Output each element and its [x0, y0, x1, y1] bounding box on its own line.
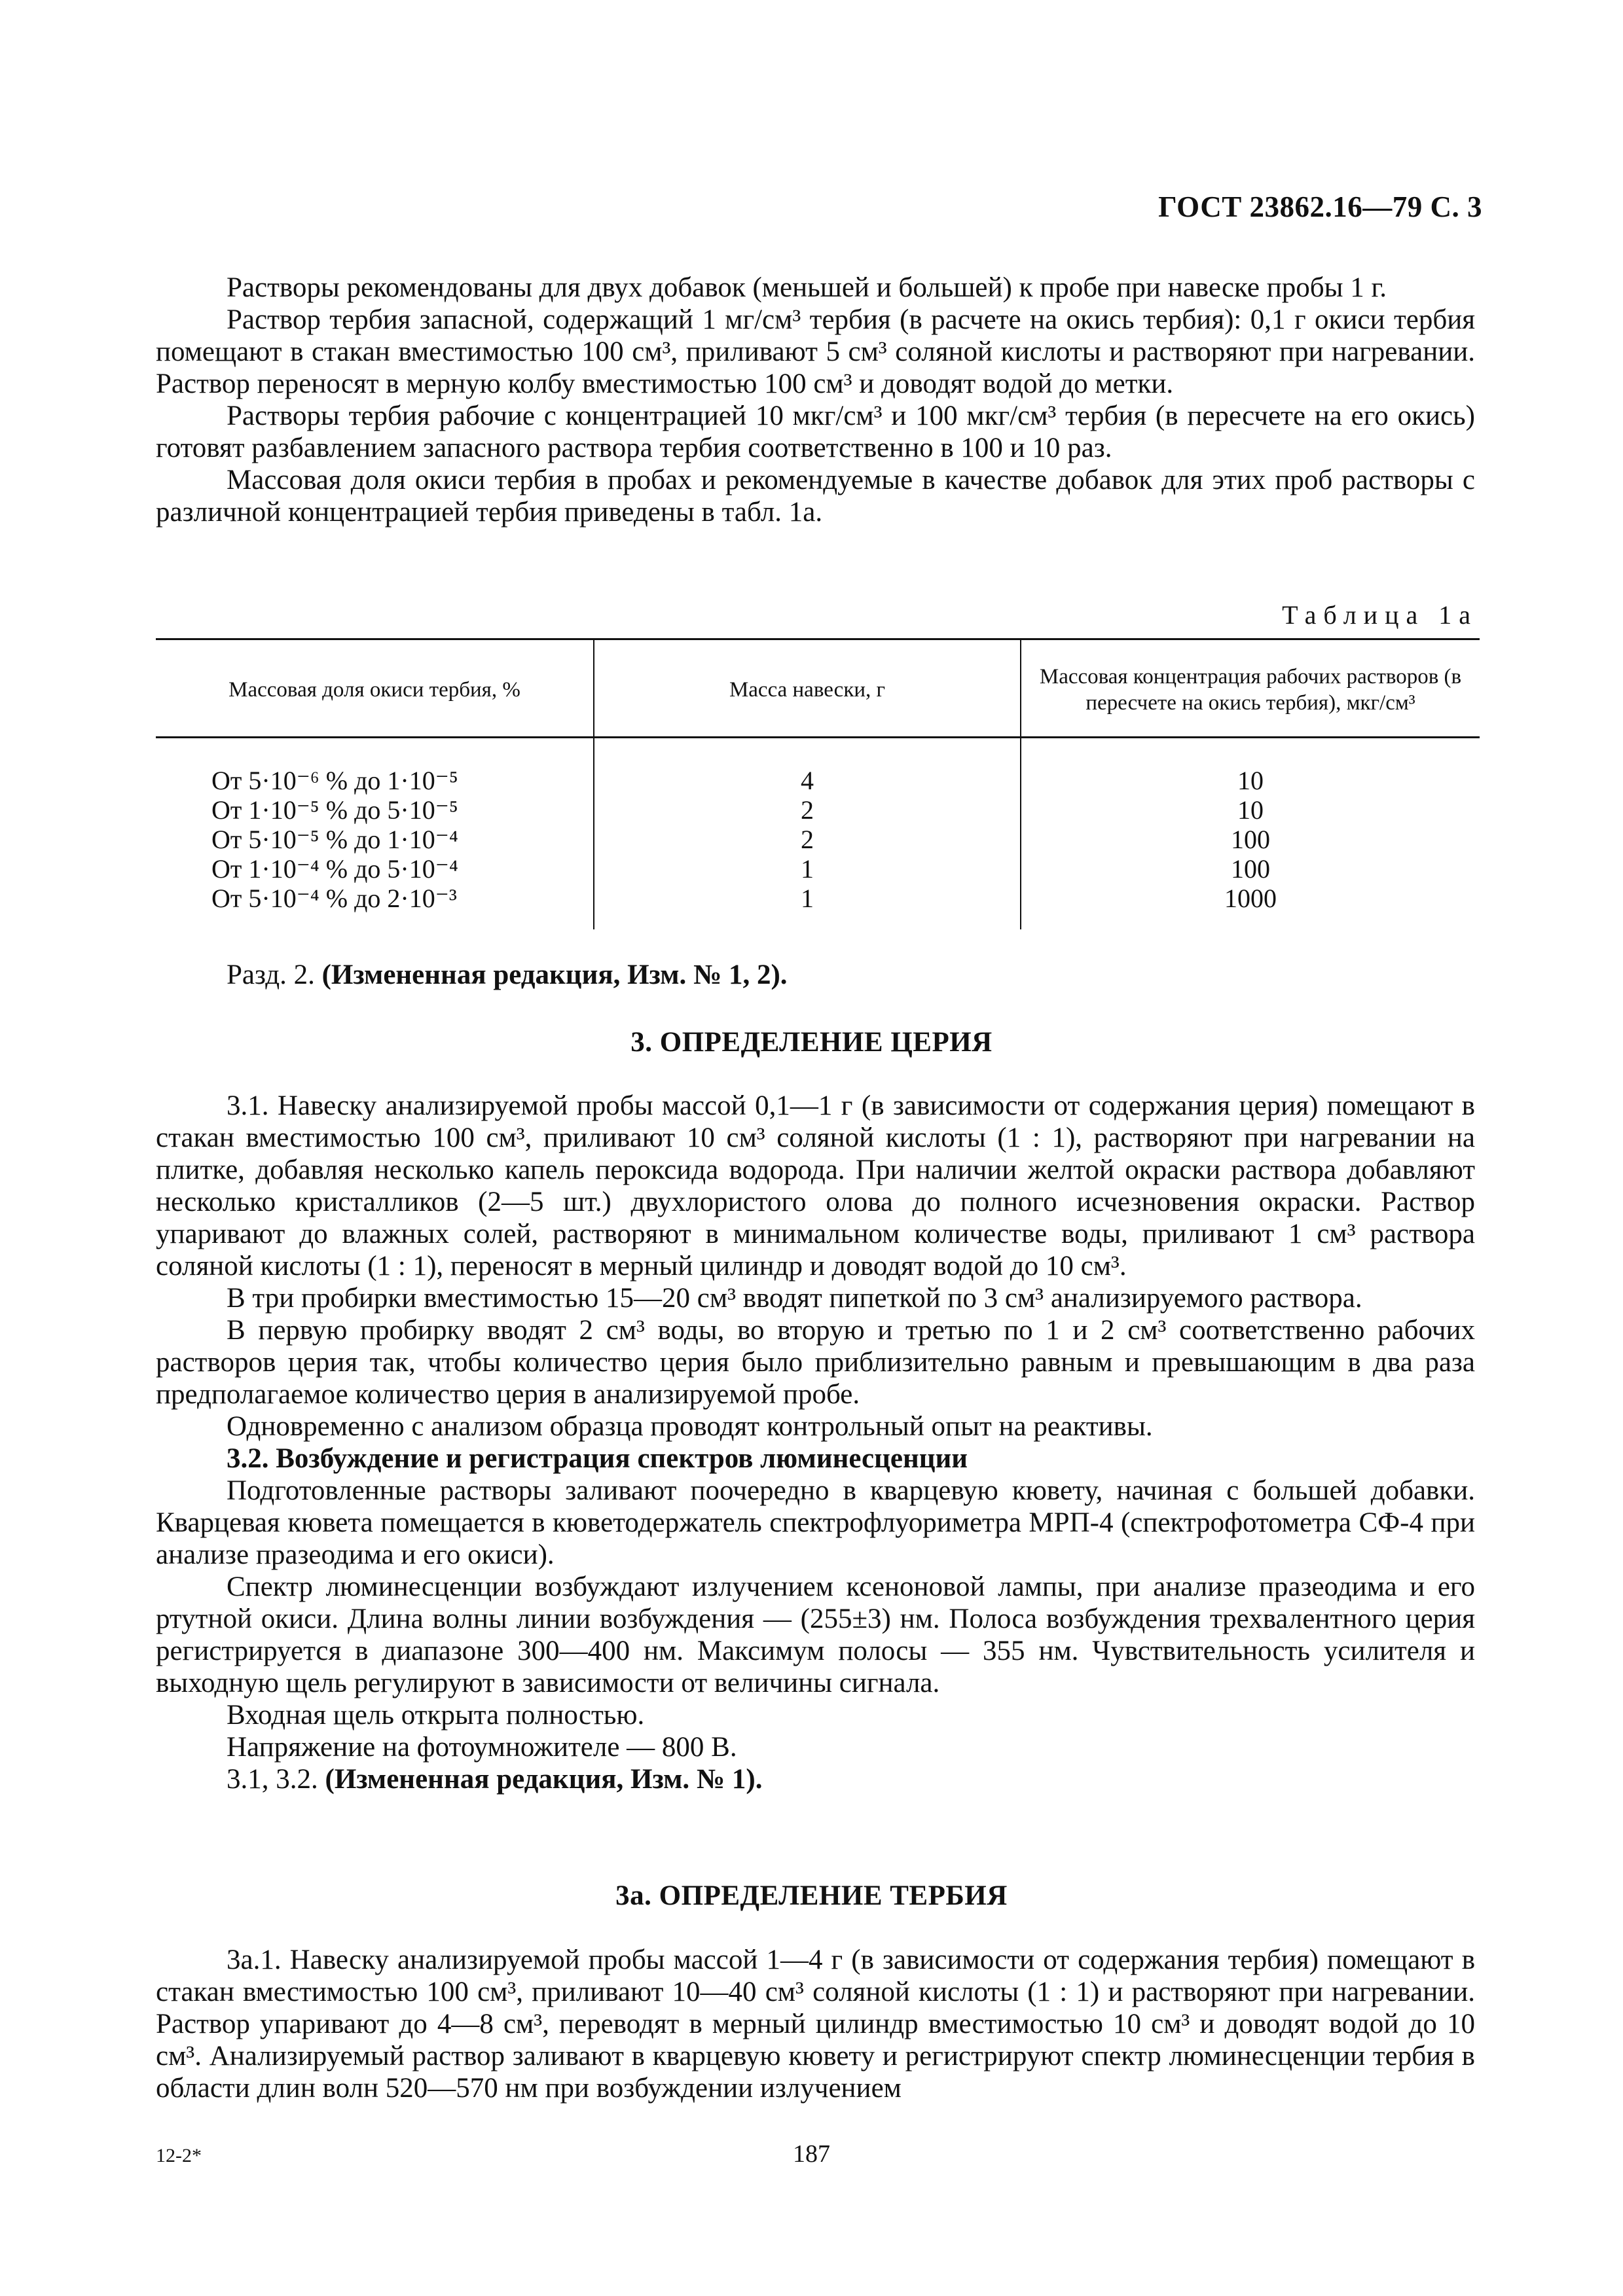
revision-note-bold: (Измененная редакция, Изм. № 1, 2). — [321, 960, 788, 990]
table-column-mass-fraction — [211, 766, 591, 913]
table-cell: От 5·10⁻⁶ % до 1·10⁻⁵ — [211, 766, 458, 795]
revision-note — [156, 959, 1475, 991]
table-header-cell: Массовая концентрация рабочих растворов (в пересчете на окись тербия), мкг/см³ — [1039, 665, 1462, 715]
revision-note-prefix: Разд. 2. — [227, 960, 315, 990]
section-3-title: 3. ОПРЕДЕЛЕНИЕ ЦЕРИЯ — [630, 1027, 993, 1058]
table-top-rule — [156, 638, 1480, 640]
subsection-title: 3.2. Возбуждение и регистрация спектров люминесценции — [227, 1443, 968, 1474]
intro-paragraph: Растворы тербия рабочие с концентрацией 10 мкг/см³ и 100 мкг/см³ тербия (в пересчете на его окись) готовят разбавлением запасного раствора тербия соответственно в 100 и 10 раз. — [156, 401, 1475, 463]
paragraph: В первую пробирку вводят 2 см³ воды, во вторую и третью по 1 и 2 см³ соответственно рабочих растворов церия так, чтобы количество церия было приблизительно равным и превышающим в два раза предполагаемое количество церия в анализируемой пробе. — [156, 1315, 1475, 1410]
intro-paragraph: Раствор тербия запасной, содержащий 1 мг/см³ тербия (в расчете на окись тербия): 0,1 г окиси тербия помещают в стакан вместимостью 100 см³, приливают 5 см³ соляной кислоты и растворяют при нагревании. Раствор переносят в мерную колбу вместимостью 100 см³ и доводят водой до метки. — [156, 304, 1475, 399]
revision-note-prefix: 3.1, 3.2. — [227, 1764, 318, 1795]
paragraph: 3а.1. Навеску анализируемой пробы массой 1—4 г (в зависимости от содержания тербия) помещают в стакан вместимостью 100 см³, приливают 10—40 см³ соляной кислоты (1 : 1) и растворяют при нагревании. Раствор упаривают до 4—8 см³, переводят в мерный цилиндр вместимостью 10 см³ и доводят водой до 10 см³. Анализируемый раствор заливают в кварцевую кювету и регистрируют спектр люминесценции тербия в области длин волн 520—570 нм при возбуждении излучением — [156, 1945, 1475, 2104]
table-column-concentration — [1021, 766, 1480, 913]
intro-text — [156, 272, 1475, 528]
table-column-sample-mass — [594, 766, 1020, 913]
table-cell: 4 — [801, 766, 814, 795]
table-cell: 10 — [1237, 766, 1264, 795]
intro-paragraph: Массовая доля окиси тербия в пробах и рекомендуемые в качестве добавок для этих проб растворы с различной концентрацией тербия приведены в табл. 1а. — [156, 465, 1475, 528]
table-header-cell: Массовая доля окиси тербия, % — [228, 678, 520, 702]
table-header-cell: Масса навески, г — [729, 678, 886, 702]
revision-note-bold: (Измененная редакция, Изм. № 1). — [325, 1764, 763, 1795]
paragraph: Входная щель открыта полностью. — [227, 1700, 645, 1731]
paragraph: Спектр люминесценции возбуждают излучением ксеноновой лампы, при анализе празеодима и его ртутной окиси. Длина волны линии возбуждения — (255±3) нм. Полоса возбуждения трехвалентного церия регистрируется в диапазоне 300—400 нм. Максимум полосы — 355 нм. Чувствительность усилителя и выходную щель регулируют в зависимости от величины сигнала. — [156, 1571, 1475, 1698]
intro-paragraph: Растворы рекомендованы для двух добавок (меньшей и большей) к пробе при навеске пробы 1 г. — [227, 272, 1387, 303]
footer-signature-mark: 12-2* — [156, 2145, 202, 2166]
table-cell: От 1·10⁻⁵ % до 5·10⁻⁵ — [211, 795, 458, 825]
table-cell: 10 — [1237, 795, 1264, 825]
paragraph: В три пробирки вместимостью 15—20 см³ вводят пипеткой по 3 см³ анализируемого раствора. — [227, 1283, 1362, 1314]
table-cell: От 5·10⁻⁴ % до 2·10⁻³ — [211, 884, 457, 913]
page-number: 187 — [793, 2140, 830, 2168]
section-3-body — [156, 1090, 1475, 1795]
paragraph: 3.1. Навеску анализируемой пробы массой 0,1—1 г (в зависимости от содержания церия) помещают в стакан вместимостью 100 см³, приливают 10 см³ соляной кислоты (1 : 1), растворяют при нагревании на плитке, добавляя несколько капель пероксида водорода. При наличии желтой окраски раствора добавляют несколько кристалликов (2—5 шт.) двухлористого олова до полного исчезновения окраски. Раствор упаривают до влажных солей, растворяют в минимальном количестве воды, приливают 1 см³ раствора соляной кислоты (1 : 1), переносят в мерный цилиндр и доводят водой до 10 см³. — [156, 1090, 1475, 1282]
table-cell: От 5·10⁻⁵ % до 1·10⁻⁴ — [211, 825, 458, 854]
running-header: ГОСТ 23862.16—79 С. 3 — [1158, 190, 1482, 223]
table-header-rule — [156, 736, 1480, 738]
section-3a-body — [156, 1944, 1475, 2104]
section-3a-title: 3а. ОПРЕДЕЛЕНИЕ ТЕРБИЯ — [615, 1880, 1008, 1911]
razd-note — [156, 959, 1475, 991]
table-cell: От 1·10⁻⁴ % до 5·10⁻⁴ — [211, 854, 458, 884]
table-cell: 100 — [1231, 854, 1270, 884]
table-cell: 2 — [801, 825, 814, 854]
revision-note — [156, 1763, 1475, 1795]
paragraph: Одновременно с анализом образца проводят контрольный опыт на реактивы. — [227, 1411, 1153, 1442]
paragraph: Напряжение на фотоумножителе — 800 В. — [227, 1732, 737, 1763]
table-cell: 2 — [801, 795, 814, 825]
table-cell: 1000 — [1224, 884, 1277, 913]
table-cell: 100 — [1231, 825, 1270, 854]
table-caption: Таблица 1а — [1282, 600, 1478, 630]
table-cell: 1 — [801, 854, 814, 884]
table-cell: 1 — [801, 884, 814, 913]
paragraph: Подготовленные растворы заливают поочередно в кварцевую кювету, начиная с большей добавки. Кварцевая кювета помещается в кюветодержатель спектрофлуориметра МРП-4 (спектрофотометра СФ-4 при анализе празеодима и его окиси). — [156, 1475, 1475, 1570]
